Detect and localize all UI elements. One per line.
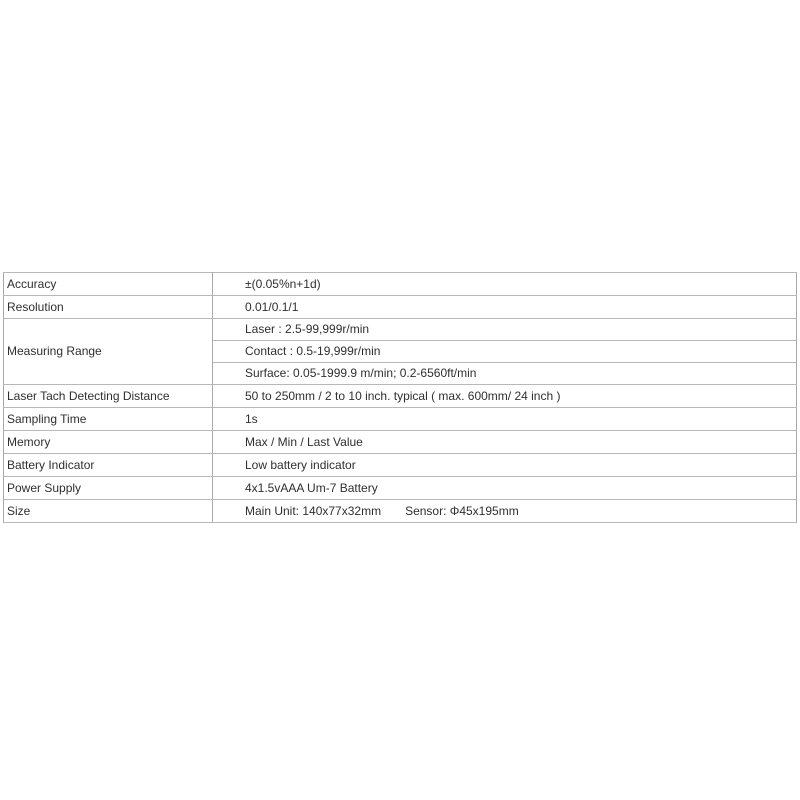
spec-row-measuring-range xyxy=(4,319,797,341)
spec-label: Laser Tach Detecting Distance xyxy=(4,385,213,408)
spec-value: Max / Min / Last Value xyxy=(213,431,797,454)
spec-row-power-supply xyxy=(4,477,797,500)
spec-value: 1s xyxy=(213,408,797,431)
spec-row-detecting-distance xyxy=(4,385,797,408)
spec-value: Low battery indicator xyxy=(213,454,797,477)
spec-label: Measuring Range xyxy=(4,319,213,385)
size-sensor: Sensor: Φ45x195mm xyxy=(405,503,519,518)
spec-value-contact: Contact : 0.5-19,999r/min xyxy=(213,341,797,363)
spec-row-battery-indicator xyxy=(4,454,797,477)
spec-row-resolution xyxy=(4,296,797,319)
spec-value-size xyxy=(213,500,797,523)
spec-row-accuracy xyxy=(4,273,797,296)
size-main-unit: Main Unit: 140x77x32mm xyxy=(245,503,382,518)
spec-value-laser: Laser : 2.5-99,999r/min xyxy=(213,319,797,341)
spec-value: 4x1.5vAAA Um-7 Battery xyxy=(213,477,797,500)
spec-value: 50 to 250mm / 2 to 10 inch. typical ( max. 600mm/ 24 inch ) xyxy=(213,385,797,408)
spec-row-memory xyxy=(4,431,797,454)
spec-label: Sampling Time xyxy=(4,408,213,431)
spec-value-surface: Surface: 0.05-1999.9 m/min; 0.2-6560ft/min xyxy=(213,363,797,385)
spec-value: ±(0.05%n+1d) xyxy=(213,273,797,296)
spec-label: Battery Indicator xyxy=(4,454,213,477)
spec-label: Size xyxy=(4,500,213,523)
spec-row-sampling-time xyxy=(4,408,797,431)
spec-label: Memory xyxy=(4,431,213,454)
spec-row-size xyxy=(4,500,797,523)
spec-label: Accuracy xyxy=(4,273,213,296)
spec-value: 0.01/0.1/1 xyxy=(213,296,797,319)
spec-label: Power Supply xyxy=(4,477,213,500)
spec-label: Resolution xyxy=(4,296,213,319)
spec-table xyxy=(3,272,797,523)
